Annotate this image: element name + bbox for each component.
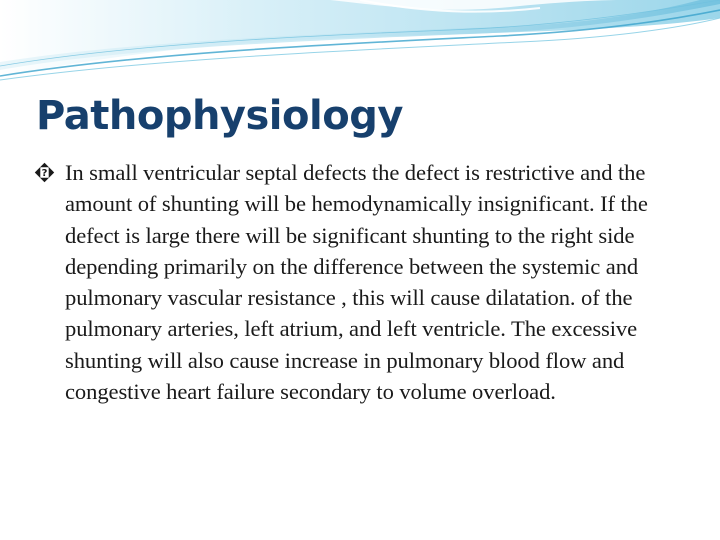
bullet-item <box>34 157 694 407</box>
unknown-glyph-icon <box>34 162 55 183</box>
slide-body <box>34 157 694 407</box>
slide-title: Pathophysiology <box>36 93 403 139</box>
svg-text:?: ? <box>41 168 48 180</box>
header-wave-decoration <box>0 0 720 90</box>
bullet-text: In small ventricular septal defects the defect is restrictive and the amount of shunting will be hemodynamically insignificant. If the defect is large there will be significant shunting to the right side depending primarily on the difference between the systemic and pulmonary vascular resistance , this will cause dilatation. of the pulmonary arteries, left atrium, and left ventricle. The excessive shunting will also cause increase in pulmonary blood flow and congestive heart failure secondary to volume overload. <box>65 160 648 405</box>
